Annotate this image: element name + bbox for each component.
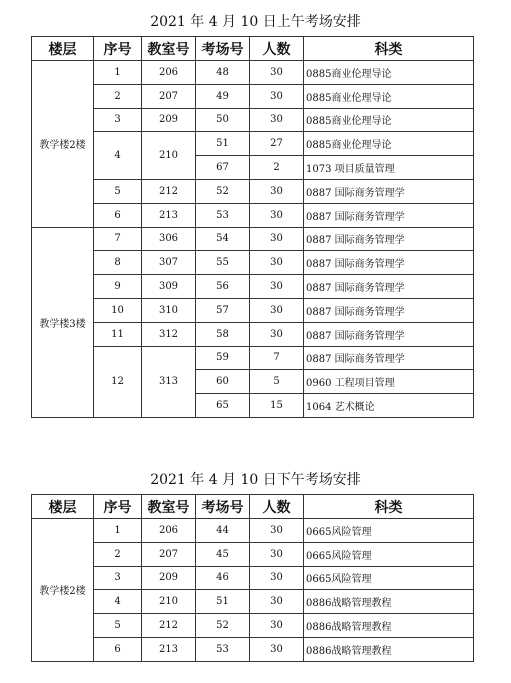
table-row xyxy=(32,251,474,275)
seq-cell: 1 xyxy=(94,519,142,543)
subject-cell: 0885商业伦理导论 xyxy=(304,132,474,156)
room-cell: 210 xyxy=(142,590,196,614)
room-cell: 306 xyxy=(142,227,196,251)
column-header: 人数 xyxy=(250,495,304,519)
table-row xyxy=(32,298,474,322)
column-header: 科类 xyxy=(304,37,474,61)
room-cell: 212 xyxy=(142,614,196,638)
morning-schedule-table xyxy=(31,36,474,418)
subject-cell: 0887 国际商务管理学 xyxy=(304,298,474,322)
hall-cell: 44 xyxy=(196,519,250,543)
table-row xyxy=(32,61,474,85)
seq-cell: 5 xyxy=(94,179,142,203)
room-cell: 313 xyxy=(142,346,196,417)
subject-cell: 0665风险管理 xyxy=(304,566,474,590)
seq-cell: 2 xyxy=(94,84,142,108)
count-cell: 30 xyxy=(250,637,304,661)
subject-cell: 0885商业伦理导论 xyxy=(304,84,474,108)
hall-cell: 60 xyxy=(196,370,250,394)
count-cell: 30 xyxy=(250,542,304,566)
seq-cell: 4 xyxy=(94,132,142,180)
count-cell: 30 xyxy=(250,179,304,203)
count-cell: 30 xyxy=(250,519,304,543)
room-cell: 209 xyxy=(142,566,196,590)
subject-cell: 0887 国际商务管理学 xyxy=(304,203,474,227)
seq-cell: 1 xyxy=(94,61,142,85)
hall-cell: 50 xyxy=(196,108,250,132)
count-cell: 30 xyxy=(250,61,304,85)
count-cell: 15 xyxy=(250,394,304,418)
subject-cell: 0887 国际商务管理学 xyxy=(304,227,474,251)
count-cell: 30 xyxy=(250,298,304,322)
count-cell: 7 xyxy=(250,346,304,370)
table-row xyxy=(32,614,474,638)
table-row xyxy=(32,227,474,251)
table-row xyxy=(32,566,474,590)
room-cell: 206 xyxy=(142,519,196,543)
hall-cell: 53 xyxy=(196,637,250,661)
hall-cell: 55 xyxy=(196,251,250,275)
hall-cell: 45 xyxy=(196,542,250,566)
subject-cell: 0886战略管理教程 xyxy=(304,637,474,661)
table-row xyxy=(32,637,474,661)
table-row xyxy=(32,179,474,203)
seq-cell: 2 xyxy=(94,542,142,566)
hall-cell: 54 xyxy=(196,227,250,251)
seq-cell: 11 xyxy=(94,322,142,346)
room-cell: 206 xyxy=(142,61,196,85)
hall-cell: 53 xyxy=(196,203,250,227)
afternoon-schedule-table xyxy=(31,494,474,662)
room-cell: 207 xyxy=(142,542,196,566)
count-cell: 30 xyxy=(250,275,304,299)
column-header: 序号 xyxy=(94,37,142,61)
seq-cell: 12 xyxy=(94,346,142,417)
subject-cell: 0887 国际商务管理学 xyxy=(304,179,474,203)
hall-cell: 52 xyxy=(196,614,250,638)
count-cell: 30 xyxy=(250,203,304,227)
hall-cell: 48 xyxy=(196,61,250,85)
subject-cell: 1064 艺术概论 xyxy=(304,394,474,418)
room-cell: 312 xyxy=(142,322,196,346)
hall-cell: 52 xyxy=(196,179,250,203)
afternoon-title: 2021 年 4 月 10 日下午考场安排 xyxy=(150,472,361,488)
header-row xyxy=(32,495,474,519)
column-header: 序号 xyxy=(94,495,142,519)
subject-cell: 0887 国际商务管理学 xyxy=(304,322,474,346)
subject-cell: 1073 项目质量管理 xyxy=(304,156,474,180)
table-row xyxy=(32,346,474,370)
column-header: 楼层 xyxy=(32,495,94,519)
table-row xyxy=(32,590,474,614)
column-header: 人数 xyxy=(250,37,304,61)
seq-cell: 3 xyxy=(94,566,142,590)
hall-cell: 57 xyxy=(196,298,250,322)
table-row xyxy=(32,108,474,132)
morning-section xyxy=(0,12,511,32)
floor-cell: 教学楼3楼 xyxy=(32,227,94,417)
count-cell: 30 xyxy=(250,108,304,132)
count-cell: 30 xyxy=(250,614,304,638)
room-cell: 212 xyxy=(142,179,196,203)
table-row xyxy=(32,322,474,346)
hall-cell: 67 xyxy=(196,156,250,180)
subject-cell: 0887 国际商务管理学 xyxy=(304,275,474,299)
count-cell: 30 xyxy=(250,84,304,108)
count-cell: 2 xyxy=(250,156,304,180)
morning-title: 2021 年 4 月 10 日上午考场安排 xyxy=(150,14,361,30)
hall-cell: 56 xyxy=(196,275,250,299)
hall-cell: 59 xyxy=(196,346,250,370)
hall-cell: 51 xyxy=(196,590,250,614)
subject-cell: 0887 国际商务管理学 xyxy=(304,346,474,370)
seq-cell: 10 xyxy=(94,298,142,322)
column-header: 考场号 xyxy=(196,495,250,519)
subject-cell: 0886战略管理教程 xyxy=(304,590,474,614)
table-row xyxy=(32,84,474,108)
hall-cell: 49 xyxy=(196,84,250,108)
table-row xyxy=(32,132,474,156)
column-header: 考场号 xyxy=(196,37,250,61)
seq-cell: 7 xyxy=(94,227,142,251)
count-cell: 27 xyxy=(250,132,304,156)
room-cell: 310 xyxy=(142,298,196,322)
room-cell: 210 xyxy=(142,132,196,180)
subject-cell: 0665风险管理 xyxy=(304,519,474,543)
column-header: 楼层 xyxy=(32,37,94,61)
count-cell: 30 xyxy=(250,251,304,275)
seq-cell: 9 xyxy=(94,275,142,299)
table-row xyxy=(32,275,474,299)
column-header: 科类 xyxy=(304,495,474,519)
floor-cell: 教学楼2楼 xyxy=(32,61,94,228)
seq-cell: 4 xyxy=(94,590,142,614)
room-cell: 207 xyxy=(142,84,196,108)
seq-cell: 6 xyxy=(94,637,142,661)
seq-cell: 8 xyxy=(94,251,142,275)
table-row xyxy=(32,542,474,566)
seq-cell: 6 xyxy=(94,203,142,227)
subject-cell: 0885商业伦理导论 xyxy=(304,61,474,85)
subject-cell: 0665风险管理 xyxy=(304,542,474,566)
hall-cell: 65 xyxy=(196,394,250,418)
column-header: 教室号 xyxy=(142,37,196,61)
table-row xyxy=(32,203,474,227)
column-header: 教室号 xyxy=(142,495,196,519)
afternoon-section xyxy=(0,470,511,490)
subject-cell: 0960 工程项目管理 xyxy=(304,370,474,394)
count-cell: 5 xyxy=(250,370,304,394)
count-cell: 30 xyxy=(250,566,304,590)
floor-cell: 教学楼2楼 xyxy=(32,519,94,662)
table-row xyxy=(32,519,474,543)
room-cell: 307 xyxy=(142,251,196,275)
room-cell: 213 xyxy=(142,637,196,661)
hall-cell: 51 xyxy=(196,132,250,156)
hall-cell: 46 xyxy=(196,566,250,590)
hall-cell: 58 xyxy=(196,322,250,346)
count-cell: 30 xyxy=(250,322,304,346)
subject-cell: 0886战略管理教程 xyxy=(304,614,474,638)
room-cell: 309 xyxy=(142,275,196,299)
seq-cell: 3 xyxy=(94,108,142,132)
subject-cell: 0885商业伦理导论 xyxy=(304,108,474,132)
room-cell: 209 xyxy=(142,108,196,132)
room-cell: 213 xyxy=(142,203,196,227)
count-cell: 30 xyxy=(250,227,304,251)
count-cell: 30 xyxy=(250,590,304,614)
subject-cell: 0887 国际商务管理学 xyxy=(304,251,474,275)
seq-cell: 5 xyxy=(94,614,142,638)
header-row xyxy=(32,37,474,61)
